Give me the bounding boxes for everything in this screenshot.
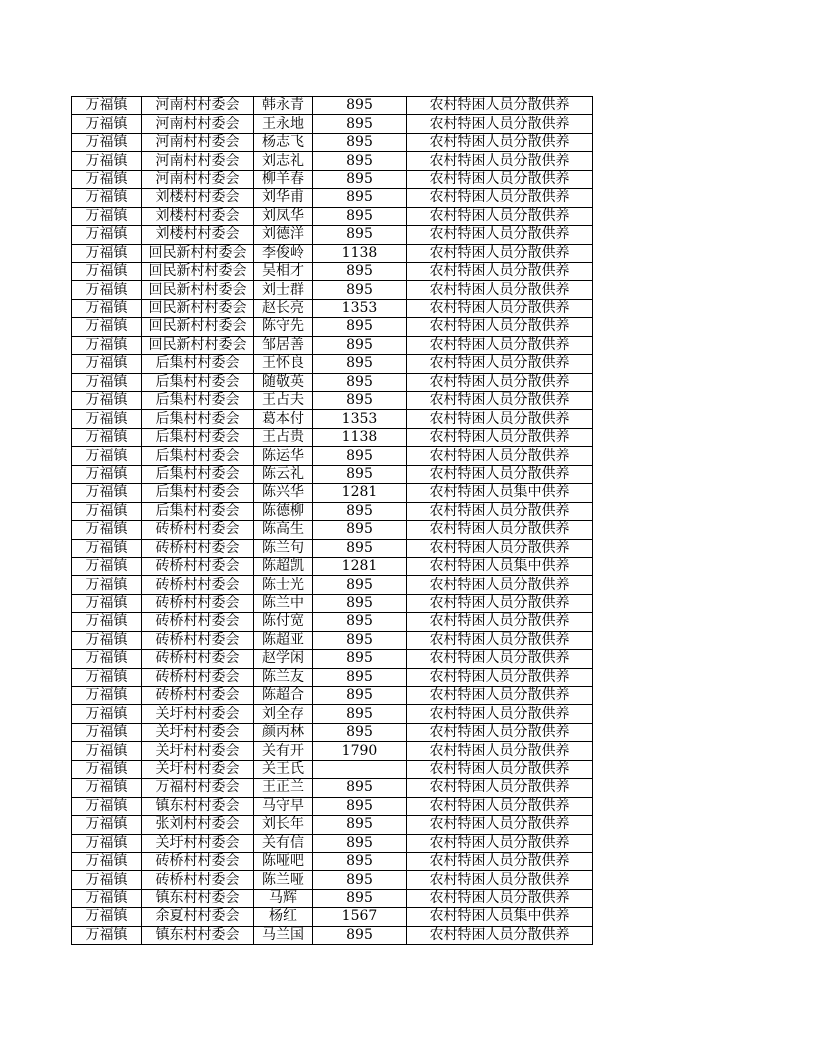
table-row [72, 668, 593, 686]
village-committee-cell: 张刘村村委会 [142, 816, 254, 834]
amount-cell: 895 [313, 281, 407, 299]
table-row [72, 889, 593, 907]
category-cell: 农村特困人员分散供养 [407, 318, 593, 336]
name-cell: 陈兰句 [254, 539, 313, 557]
amount-cell: 895 [313, 650, 407, 668]
name-cell: 赵长亮 [254, 299, 313, 317]
name-cell: 关有开 [254, 742, 313, 760]
village-committee-cell: 镇东村村委会 [142, 889, 254, 907]
category-cell: 农村特困人员分散供养 [407, 170, 593, 188]
name-cell: 刘志礼 [254, 152, 313, 170]
table-row [72, 189, 593, 207]
name-cell: 马辉 [254, 889, 313, 907]
name-cell: 葛本付 [254, 410, 313, 428]
category-cell: 农村特困人员分散供养 [407, 539, 593, 557]
table-row [72, 908, 593, 926]
amount-cell: 895 [313, 631, 407, 649]
town-cell: 万福镇 [72, 687, 142, 705]
town-cell: 万福镇 [72, 557, 142, 575]
town-cell: 万福镇 [72, 889, 142, 907]
table-row [72, 816, 593, 834]
village-committee-cell: 后集村村委会 [142, 392, 254, 410]
village-committee-cell: 刘楼村村委会 [142, 189, 254, 207]
table-row [72, 613, 593, 631]
category-cell: 农村特困人员集中供养 [407, 484, 593, 502]
village-committee-cell: 关圩村村委会 [142, 742, 254, 760]
name-cell: 关有信 [254, 834, 313, 852]
category-cell: 农村特困人员分散供养 [407, 373, 593, 391]
table-row [72, 723, 593, 741]
table-row [72, 742, 593, 760]
amount-cell: 895 [313, 539, 407, 557]
town-cell: 万福镇 [72, 742, 142, 760]
table-row [72, 852, 593, 870]
amount-cell: 895 [313, 668, 407, 686]
amount-cell: 895 [313, 723, 407, 741]
town-cell: 万福镇 [72, 779, 142, 797]
village-committee-cell: 关圩村村委会 [142, 760, 254, 778]
town-cell: 万福镇 [72, 465, 142, 483]
name-cell: 陈兰哑 [254, 871, 313, 889]
table-row [72, 650, 593, 668]
village-committee-cell: 回民新村村委会 [142, 336, 254, 354]
amount-cell: 895 [313, 889, 407, 907]
category-cell: 农村特困人员集中供养 [407, 908, 593, 926]
amount-cell: 895 [313, 613, 407, 631]
town-cell: 万福镇 [72, 336, 142, 354]
name-cell: 陈哑吧 [254, 852, 313, 870]
table-row [72, 594, 593, 612]
amount-cell: 895 [313, 373, 407, 391]
category-cell: 农村特困人员分散供养 [407, 447, 593, 465]
village-committee-cell: 万福村村委会 [142, 779, 254, 797]
amount-cell: 895 [313, 594, 407, 612]
town-cell: 万福镇 [72, 908, 142, 926]
name-cell: 陈兰友 [254, 668, 313, 686]
town-cell: 万福镇 [72, 484, 142, 502]
village-committee-cell: 刘楼村村委会 [142, 226, 254, 244]
town-cell: 万福镇 [72, 373, 142, 391]
amount-cell: 895 [313, 834, 407, 852]
village-committee-cell: 后集村村委会 [142, 428, 254, 446]
category-cell: 农村特困人员分散供养 [407, 779, 593, 797]
village-committee-cell: 河南村村委会 [142, 97, 254, 115]
table-row [72, 318, 593, 336]
name-cell: 刘长年 [254, 816, 313, 834]
town-cell: 万福镇 [72, 262, 142, 280]
amount-cell: 895 [313, 521, 407, 539]
village-committee-cell: 关圩村村委会 [142, 723, 254, 741]
town-cell: 万福镇 [72, 170, 142, 188]
category-cell: 农村特困人员分散供养 [407, 576, 593, 594]
town-cell: 万福镇 [72, 650, 142, 668]
village-committee-cell: 砖桥村村委会 [142, 557, 254, 575]
town-cell: 万福镇 [72, 299, 142, 317]
table-row [72, 97, 593, 115]
town-cell: 万福镇 [72, 576, 142, 594]
town-cell: 万福镇 [72, 447, 142, 465]
village-committee-cell: 河南村村委会 [142, 115, 254, 133]
category-cell: 农村特困人员分散供养 [407, 631, 593, 649]
town-cell: 万福镇 [72, 281, 142, 299]
village-committee-cell: 砖桥村村委会 [142, 521, 254, 539]
amount-cell: 895 [313, 133, 407, 151]
name-cell: 杨志飞 [254, 133, 313, 151]
category-cell: 农村特困人员分散供养 [407, 244, 593, 262]
town-cell: 万福镇 [72, 816, 142, 834]
table-row [72, 336, 593, 354]
amount-cell: 895 [313, 926, 407, 944]
amount-cell: 895 [313, 189, 407, 207]
name-cell: 关王氏 [254, 760, 313, 778]
table-row [72, 871, 593, 889]
town-cell: 万福镇 [72, 97, 142, 115]
category-cell: 农村特困人员分散供养 [407, 133, 593, 151]
table-row [72, 631, 593, 649]
name-cell: 陈付宽 [254, 613, 313, 631]
category-cell: 农村特困人员分散供养 [407, 281, 593, 299]
amount-cell: 895 [313, 852, 407, 870]
amount-cell: 895 [313, 207, 407, 225]
village-committee-cell: 回民新村村委会 [142, 281, 254, 299]
name-cell: 马兰国 [254, 926, 313, 944]
amount-cell: 895 [313, 336, 407, 354]
amount-cell: 895 [313, 465, 407, 483]
table-row [72, 779, 593, 797]
category-cell: 农村特困人员分散供养 [407, 594, 593, 612]
name-cell: 王永地 [254, 115, 313, 133]
table-row [72, 926, 593, 944]
table-row [72, 797, 593, 815]
table-row [72, 152, 593, 170]
town-cell: 万福镇 [72, 226, 142, 244]
name-cell: 王占贵 [254, 428, 313, 446]
data-table [71, 96, 593, 945]
amount-cell: 895 [313, 576, 407, 594]
village-committee-cell: 砖桥村村委会 [142, 539, 254, 557]
amount-cell: 895 [313, 170, 407, 188]
name-cell: 陈德柳 [254, 502, 313, 520]
village-committee-cell: 后集村村委会 [142, 355, 254, 373]
town-cell: 万福镇 [72, 244, 142, 262]
amount-cell: 895 [313, 447, 407, 465]
name-cell: 随敬英 [254, 373, 313, 391]
name-cell: 王正兰 [254, 779, 313, 797]
amount-cell: 895 [313, 226, 407, 244]
amount-cell: 895 [313, 262, 407, 280]
amount-cell: 1138 [313, 428, 407, 446]
table-row [72, 521, 593, 539]
amount-cell: 1567 [313, 908, 407, 926]
name-cell: 刘华甫 [254, 189, 313, 207]
category-cell: 农村特困人员分散供养 [407, 668, 593, 686]
name-cell: 陈云礼 [254, 465, 313, 483]
amount-cell: 895 [313, 797, 407, 815]
table-row [72, 705, 593, 723]
name-cell: 刘凤华 [254, 207, 313, 225]
town-cell: 万福镇 [72, 631, 142, 649]
amount-cell: 1138 [313, 244, 407, 262]
category-cell: 农村特困人员分散供养 [407, 889, 593, 907]
name-cell: 王占夫 [254, 392, 313, 410]
category-cell: 农村特困人员分散供养 [407, 705, 593, 723]
amount-cell: 895 [313, 502, 407, 520]
table-row [72, 557, 593, 575]
table-row [72, 170, 593, 188]
town-cell: 万福镇 [72, 668, 142, 686]
category-cell: 农村特困人员分散供养 [407, 428, 593, 446]
amount-cell: 895 [313, 871, 407, 889]
amount-cell: 895 [313, 355, 407, 373]
table-row [72, 465, 593, 483]
town-cell: 万福镇 [72, 834, 142, 852]
category-cell: 农村特困人员分散供养 [407, 926, 593, 944]
village-committee-cell: 河南村村委会 [142, 133, 254, 151]
town-cell: 万福镇 [72, 207, 142, 225]
town-cell: 万福镇 [72, 392, 142, 410]
table-row [72, 428, 593, 446]
category-cell: 农村特困人员分散供养 [407, 742, 593, 760]
table-row [72, 373, 593, 391]
village-committee-cell: 砖桥村村委会 [142, 650, 254, 668]
village-committee-cell: 镇东村村委会 [142, 797, 254, 815]
town-cell: 万福镇 [72, 539, 142, 557]
village-committee-cell: 后集村村委会 [142, 447, 254, 465]
name-cell: 吴相才 [254, 262, 313, 280]
town-cell: 万福镇 [72, 152, 142, 170]
category-cell: 农村特困人员分散供养 [407, 97, 593, 115]
name-cell: 赵学闲 [254, 650, 313, 668]
category-cell: 农村特困人员分散供养 [407, 355, 593, 373]
amount-cell: 895 [313, 705, 407, 723]
name-cell: 马守早 [254, 797, 313, 815]
name-cell: 颜丙林 [254, 723, 313, 741]
table-row [72, 355, 593, 373]
amount-cell: 895 [313, 687, 407, 705]
name-cell: 陈兰中 [254, 594, 313, 612]
town-cell: 万福镇 [72, 318, 142, 336]
category-cell: 农村特困人员分散供养 [407, 115, 593, 133]
name-cell: 杨红 [254, 908, 313, 926]
name-cell: 柳羊春 [254, 170, 313, 188]
town-cell: 万福镇 [72, 871, 142, 889]
amount-cell: 895 [313, 816, 407, 834]
town-cell: 万福镇 [72, 502, 142, 520]
name-cell: 陈超合 [254, 687, 313, 705]
village-committee-cell: 砖桥村村委会 [142, 871, 254, 889]
category-cell: 农村特困人员分散供养 [407, 207, 593, 225]
village-committee-cell: 后集村村委会 [142, 502, 254, 520]
category-cell: 农村特困人员分散供养 [407, 797, 593, 815]
village-committee-cell: 砖桥村村委会 [142, 668, 254, 686]
category-cell: 农村特困人员分散供养 [407, 816, 593, 834]
town-cell: 万福镇 [72, 723, 142, 741]
village-committee-cell: 后集村村委会 [142, 410, 254, 428]
category-cell: 农村特困人员分散供养 [407, 760, 593, 778]
village-committee-cell: 砖桥村村委会 [142, 576, 254, 594]
table-row [72, 226, 593, 244]
name-cell: 邹居善 [254, 336, 313, 354]
village-committee-cell: 回民新村村委会 [142, 318, 254, 336]
table-row [72, 410, 593, 428]
name-cell: 陈守先 [254, 318, 313, 336]
village-committee-cell: 关圩村村委会 [142, 834, 254, 852]
village-committee-cell: 河南村村委会 [142, 170, 254, 188]
category-cell: 农村特困人员分散供养 [407, 871, 593, 889]
category-cell: 农村特困人员分散供养 [407, 687, 593, 705]
amount-cell: 1353 [313, 410, 407, 428]
category-cell: 农村特困人员分散供养 [407, 299, 593, 317]
category-cell: 农村特困人员分散供养 [407, 226, 593, 244]
name-cell: 陈超亚 [254, 631, 313, 649]
name-cell: 王怀良 [254, 355, 313, 373]
category-cell: 农村特困人员分散供养 [407, 502, 593, 520]
town-cell: 万福镇 [72, 115, 142, 133]
name-cell: 韩永青 [254, 97, 313, 115]
table-row [72, 539, 593, 557]
amount-cell: 895 [313, 152, 407, 170]
town-cell: 万福镇 [72, 797, 142, 815]
name-cell: 陈超凯 [254, 557, 313, 575]
table-row [72, 834, 593, 852]
table-row [72, 244, 593, 262]
village-committee-cell: 砖桥村村委会 [142, 613, 254, 631]
amount-cell: 895 [313, 115, 407, 133]
name-cell: 刘德洋 [254, 226, 313, 244]
table-row [72, 502, 593, 520]
village-committee-cell: 关圩村村委会 [142, 705, 254, 723]
village-committee-cell: 回民新村村委会 [142, 299, 254, 317]
name-cell: 陈运华 [254, 447, 313, 465]
amount-cell: 895 [313, 392, 407, 410]
village-committee-cell: 刘楼村村委会 [142, 207, 254, 225]
town-cell: 万福镇 [72, 613, 142, 631]
amount-cell: 895 [313, 318, 407, 336]
town-cell: 万福镇 [72, 705, 142, 723]
name-cell: 李俊岭 [254, 244, 313, 262]
category-cell: 农村特困人员分散供养 [407, 410, 593, 428]
village-committee-cell: 后集村村委会 [142, 373, 254, 391]
table-row [72, 207, 593, 225]
category-cell: 农村特困人员分散供养 [407, 650, 593, 668]
amount-cell [313, 760, 407, 778]
amount-cell: 1281 [313, 484, 407, 502]
table-row [72, 760, 593, 778]
town-cell: 万福镇 [72, 521, 142, 539]
category-cell: 农村特困人员分散供养 [407, 189, 593, 207]
town-cell: 万福镇 [72, 760, 142, 778]
table-row [72, 484, 593, 502]
name-cell: 陈兴华 [254, 484, 313, 502]
name-cell: 刘全存 [254, 705, 313, 723]
town-cell: 万福镇 [72, 428, 142, 446]
name-cell: 陈士光 [254, 576, 313, 594]
village-committee-cell: 后集村村委会 [142, 484, 254, 502]
amount-cell: 895 [313, 97, 407, 115]
category-cell: 农村特困人员分散供养 [407, 852, 593, 870]
town-cell: 万福镇 [72, 355, 142, 373]
town-cell: 万福镇 [72, 926, 142, 944]
amount-cell: 1353 [313, 299, 407, 317]
amount-cell: 1281 [313, 557, 407, 575]
village-committee-cell: 砖桥村村委会 [142, 594, 254, 612]
village-committee-cell: 砖桥村村委会 [142, 852, 254, 870]
table-row [72, 392, 593, 410]
table-row [72, 447, 593, 465]
town-cell: 万福镇 [72, 594, 142, 612]
town-cell: 万福镇 [72, 133, 142, 151]
village-committee-cell: 余夏村村委会 [142, 908, 254, 926]
category-cell: 农村特困人员分散供养 [407, 392, 593, 410]
table-row [72, 299, 593, 317]
village-committee-cell: 后集村村委会 [142, 465, 254, 483]
table-row [72, 262, 593, 280]
village-committee-cell: 镇东村村委会 [142, 926, 254, 944]
category-cell: 农村特困人员分散供养 [407, 723, 593, 741]
category-cell: 农村特困人员集中供养 [407, 557, 593, 575]
village-committee-cell: 河南村村委会 [142, 152, 254, 170]
category-cell: 农村特困人员分散供养 [407, 336, 593, 354]
table-body [72, 97, 593, 945]
village-committee-cell: 回民新村村委会 [142, 244, 254, 262]
village-committee-cell: 砖桥村村委会 [142, 631, 254, 649]
table-row [72, 576, 593, 594]
village-committee-cell: 回民新村村委会 [142, 262, 254, 280]
table-row [72, 133, 593, 151]
category-cell: 农村特困人员分散供养 [407, 834, 593, 852]
table-row [72, 281, 593, 299]
amount-cell: 895 [313, 779, 407, 797]
town-cell: 万福镇 [72, 189, 142, 207]
town-cell: 万福镇 [72, 852, 142, 870]
village-committee-cell: 砖桥村村委会 [142, 687, 254, 705]
name-cell: 刘士群 [254, 281, 313, 299]
category-cell: 农村特困人员分散供养 [407, 465, 593, 483]
category-cell: 农村特困人员分散供养 [407, 521, 593, 539]
category-cell: 农村特困人员分散供养 [407, 613, 593, 631]
category-cell: 农村特困人员分散供养 [407, 262, 593, 280]
table-row [72, 687, 593, 705]
category-cell: 农村特困人员分散供养 [407, 152, 593, 170]
name-cell: 陈高生 [254, 521, 313, 539]
amount-cell: 1790 [313, 742, 407, 760]
town-cell: 万福镇 [72, 410, 142, 428]
table-row [72, 115, 593, 133]
